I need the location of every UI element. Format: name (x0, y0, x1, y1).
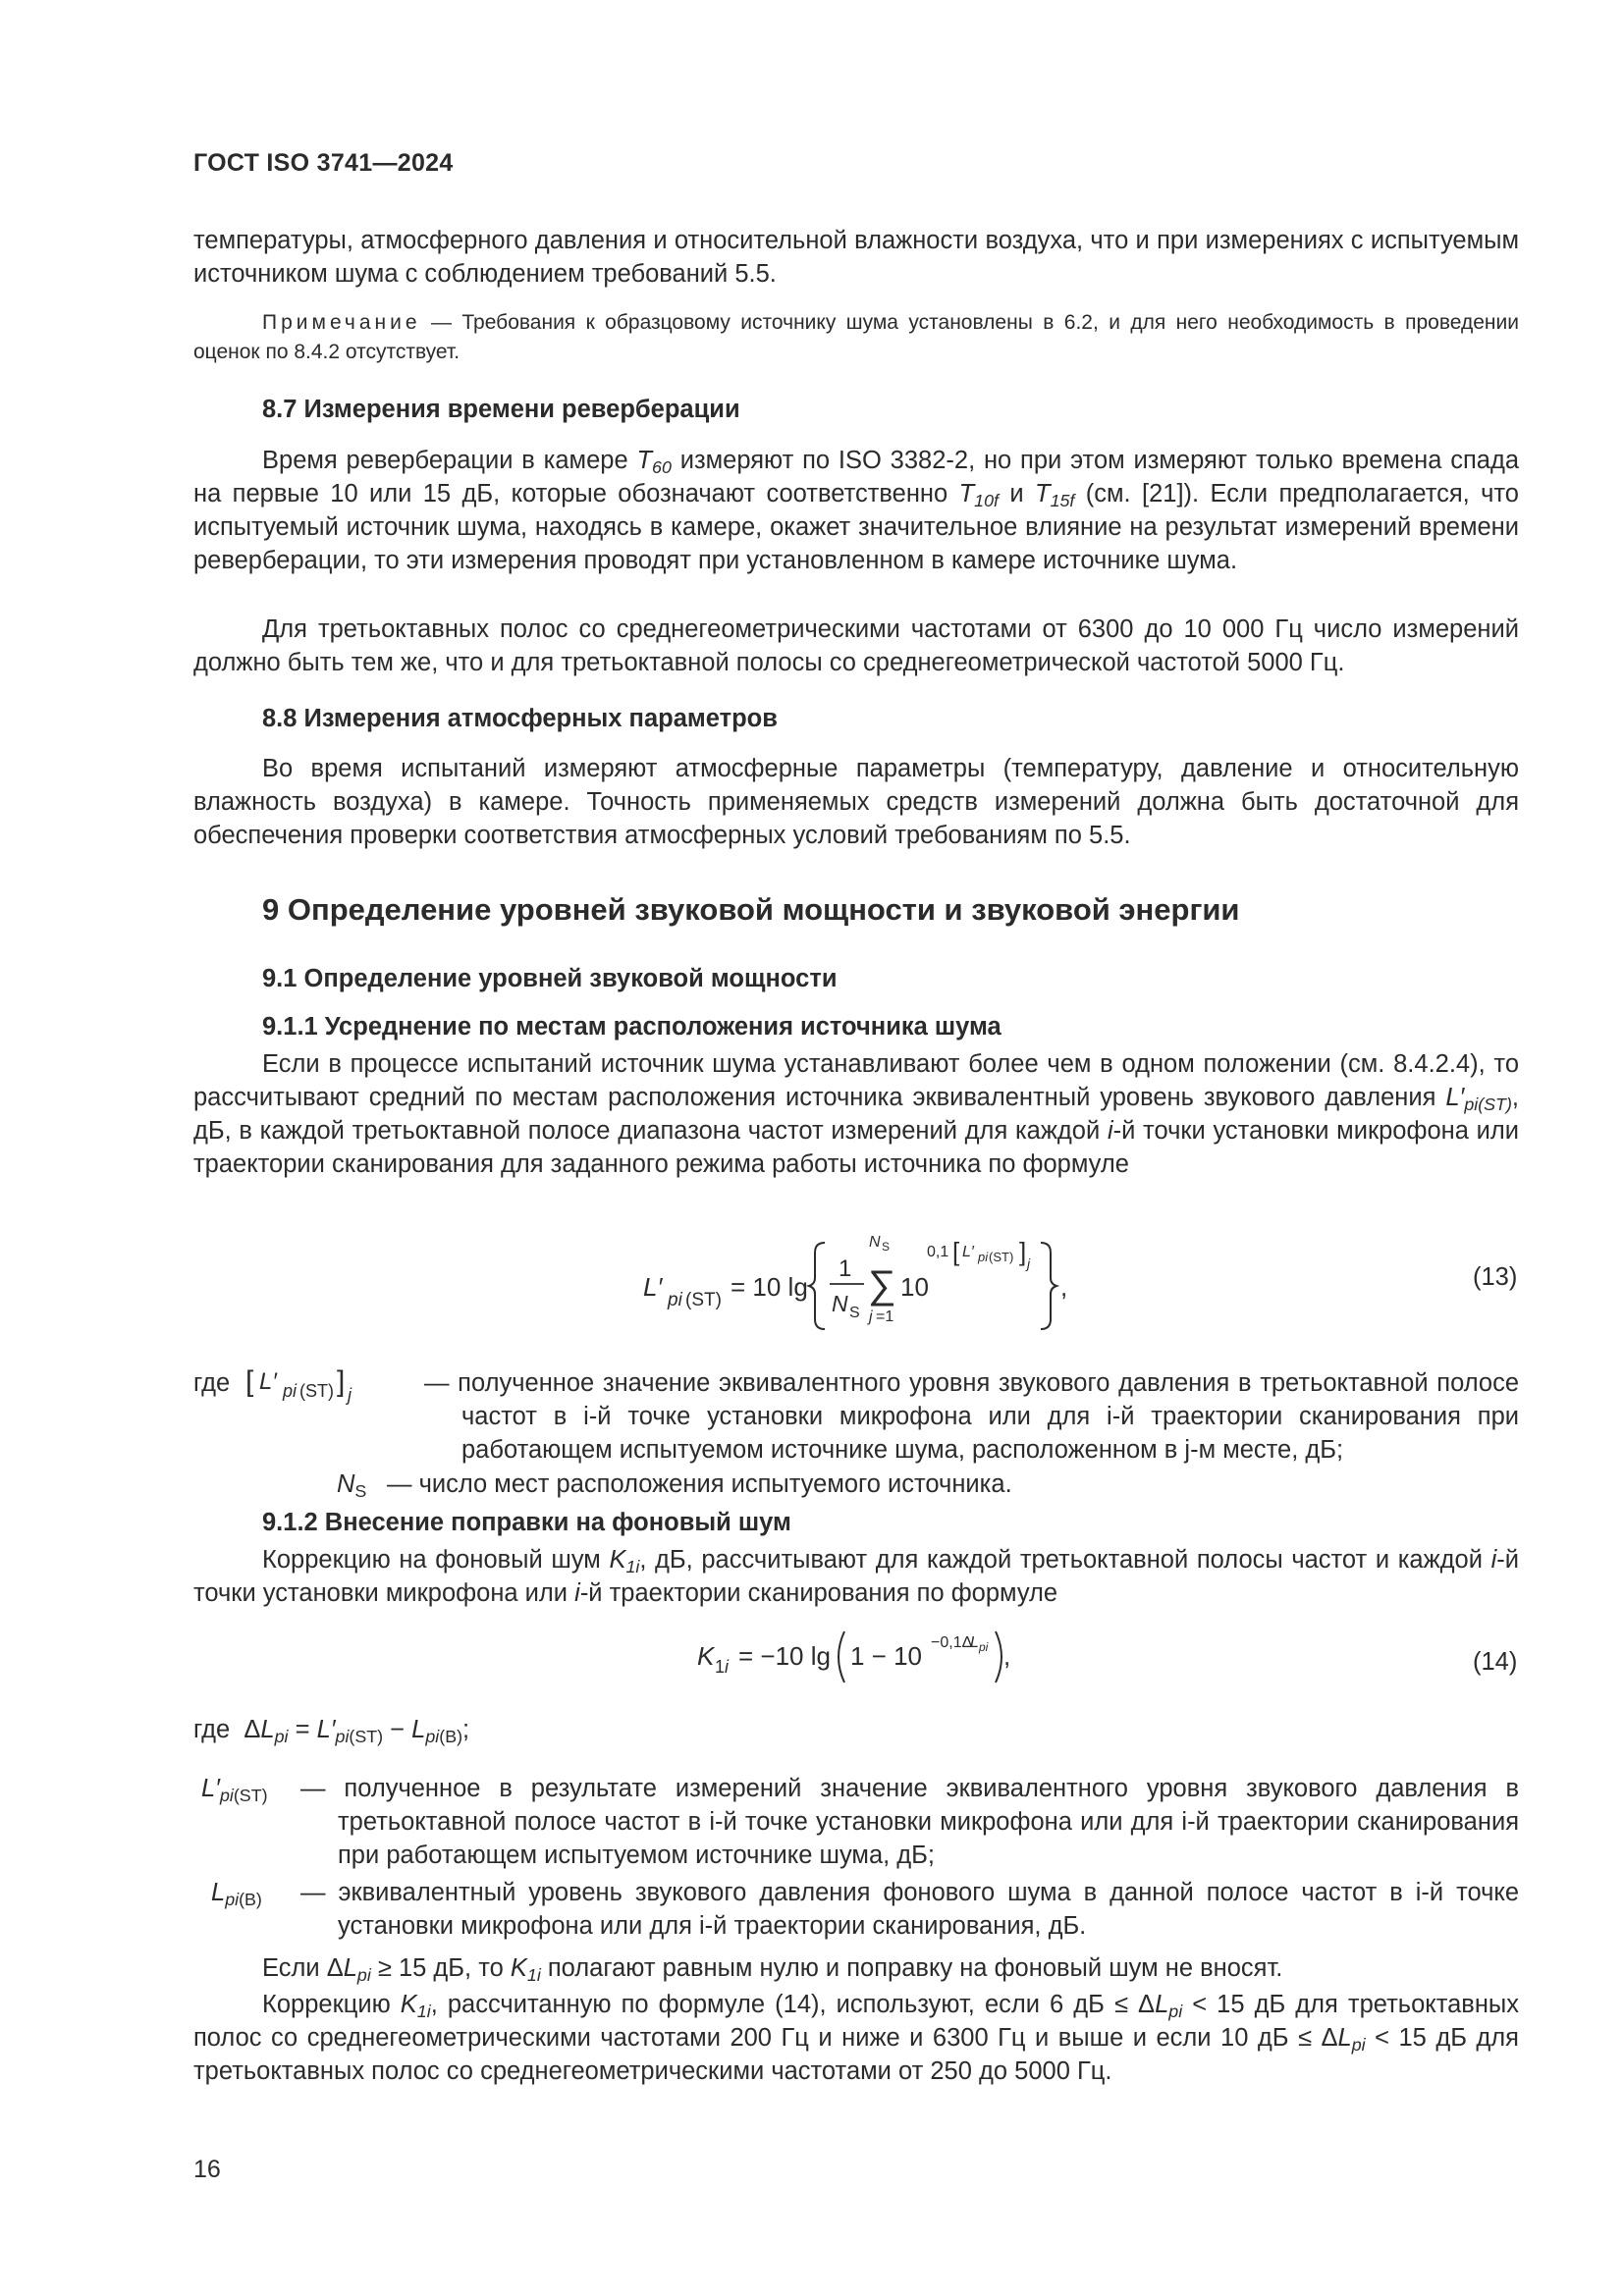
svg-text:,: , (1060, 1272, 1068, 1302)
equation-number-13: (13) (1473, 1263, 1518, 1291)
section-9-1-1-title: 9.1.1 Усреднение по местам расположения источника шума (262, 1013, 1001, 1041)
svg-text:,: , (1003, 1641, 1011, 1671)
svg-text:[: [ (245, 1365, 254, 1398)
definition-14-1: — полученное в результате измерений значение эквивалентного уровня звукового давления в третьоктавной полосе частот в i-й точке установки микрофона или для i-й траектории сканирования при работающем испытуемом источнике шума, дБ; (300, 1775, 1519, 1869)
symbol-lpi-st-j (245, 1358, 383, 1412)
equation-number-14: (14) (1473, 1648, 1518, 1676)
text-run: Коррекцию (262, 1991, 401, 2018)
formula-13 (628, 1229, 1080, 1337)
text-run: -й точки установки микрофона или траектории сканирования для заданного режима работы источника по формуле (193, 1117, 1519, 1178)
svg-text:1 − 10: 1 − 10 (850, 1641, 923, 1671)
svg-text:S: S (849, 1305, 860, 1321)
formula-14 (687, 1620, 1041, 1693)
symbol-i: i (574, 1579, 580, 1607)
svg-text:=1: =1 (876, 1308, 894, 1325)
definition-13-2: — число мест расположения испытуемого источника. (387, 1470, 1012, 1498)
section-8-8-title: 8.8 Измерения атмосферных параметров (262, 705, 778, 732)
svg-text:(ST): (ST) (685, 1290, 722, 1310)
svg-text:1: 1 (715, 1657, 726, 1677)
svg-text:K: K (697, 1641, 715, 1671)
symbol-lpi-st: $L'_{pi(ST)}$ (201, 1775, 268, 1805)
svg-text:10: 10 (900, 1272, 929, 1302)
section-8-7-paragraph-2: Для третьоктавных полос со среднегеометрическими частотами от 6300 до 10 000 Гц число измерений должно быть тем же, что и для третьоктавной полосы со среднегеометрической частотой 5000 Гц. (193, 615, 1519, 676)
symbol-k1i: $K_{1i}$ (400, 1991, 431, 2021)
where-definition-delta: где $\Delta L_{pi} = L'_{pi(ST)} - L_{pi(B)}$; (193, 1716, 470, 1746)
definition-13-1: — полученное значение эквивалентного уровня звукового давления в третьоктавной полосе частот в i-й точке установки микрофона или для i-й траектории сканирования при работающем испытуемом источнике шума, расположенном в j-м месте, дБ; (424, 1369, 1519, 1464)
svg-text:j: j (1027, 1255, 1031, 1271)
text-run: Время реверберации в камере (262, 447, 637, 474)
symbol-delta-lpi: $\Delta L_{pi}$ (1138, 1991, 1183, 2021)
note-label: Примечание (262, 311, 421, 334)
symbol-k1i: $K_{1i}$ (510, 1954, 541, 1985)
section-8-7-title: 8.7 Измерения времени реверберации (262, 396, 740, 423)
section-9-1-2-paragraph (193, 1543, 1519, 1610)
symbol-t60: $T_{60}$ (636, 447, 672, 477)
svg-text:−0,1Δ: −0,1Δ (931, 1634, 973, 1651)
note (193, 308, 1519, 367)
svg-text:]: ] (1019, 1237, 1027, 1266)
svg-text:N: N (832, 1291, 848, 1316)
svg-text:L′: L′ (643, 1272, 663, 1302)
text-run: , дБ, рассчитывают для каждой третьоктавной полосы частот и каждой (639, 1546, 1491, 1574)
svg-text:L′: L′ (962, 1244, 974, 1260)
section-9-1-1-paragraph (193, 1047, 1519, 1181)
paragraph-if (193, 1951, 1519, 1985)
svg-text:j: j (869, 1308, 873, 1325)
text-run: , дБ, в каждой третьоктавной полосе диапазона частот измерений для каждой (193, 1084, 1519, 1145)
text-run: и (998, 480, 1035, 507)
where-label: где (193, 1369, 231, 1397)
svg-text:i: i (725, 1657, 729, 1677)
section-9-1-title: 9.1 Определение уровней звуковой мощности (262, 965, 838, 992)
symbol-lpi-b: $L_{pi(B)}$ (211, 1879, 262, 1909)
text-run: ≥ 15 дБ, то (370, 1954, 511, 1982)
svg-text:pi: pi (283, 1381, 298, 1401)
svg-text:S: S (882, 1240, 891, 1254)
svg-text:pi: pi (978, 1250, 989, 1264)
symbol-k1i: $K_{1i}$ (609, 1546, 640, 1576)
symbol-delta-lpi: $\Delta L_{pi}$ (1321, 2024, 1366, 2055)
symbol-i: i (1490, 1546, 1497, 1574)
symbol-t15f: $T_{15f}$ (1034, 480, 1075, 510)
section-8-8-paragraph: Во время испытаний измеряют атмосферные параметры (температуру, давление и относительную влажность воздуха) в камере. Точность применяемых средств измерений должна быть достаточной для обеспечения проверки соответствия атмосферных условий требованиям по 5.5. (193, 755, 1519, 849)
text-run: Если в процессе испытаний источник шума устанавливают более чем в одном положении (см. 8.4.2.4), то рассчитывают средний по местам расположения источника эквивалентный уровень звукового давления (193, 1050, 1519, 1111)
definition-14-2: — эквивалентный уровень звукового давления фонового шума в данной полосе частот в i-й точке установки микрофона или для i-й траектории сканирования, дБ. (300, 1879, 1519, 1940)
svg-text:]: ] (337, 1365, 346, 1398)
svg-text:pi: pi (979, 1640, 989, 1654)
svg-text:(ST): (ST) (299, 1381, 334, 1401)
note-text: — Требования к образцовому источнику шума установлены в 6.2, и для него необходимость в проведении оценок по 8.4.2 отсутствует. (193, 311, 1519, 363)
text-run: -й точки установки микрофона или (193, 1546, 1519, 1607)
text-run: Коррекцию на фоновый шум (262, 1546, 610, 1574)
text-run: < 15 дБ для третьоктавных полос со среднегеометрическими частотами 200 Гц и ниже и 6300 Гц и выше и если 10 дБ ≤ (193, 1991, 1519, 2052)
svg-text:L: L (970, 1634, 979, 1651)
svg-text:1: 1 (839, 1255, 852, 1282)
section-9-1-2-title: 9.1.2 Внесение поправки на фоновый шум (262, 1509, 791, 1536)
paragraph-correction (193, 1988, 1519, 2088)
document-header: ГОСТ ISO 3741—2024 (193, 149, 454, 177)
section-8-7-paragraph-1 (193, 444, 1519, 577)
svg-text:= −10 lg: = −10 lg (738, 1641, 831, 1671)
svg-text:∑: ∑ (868, 1263, 896, 1307)
text-run: , рассчитанную по формуле (14), используют, если 6 дБ ≤ (430, 1991, 1139, 2018)
section-9-title: 9 Определение уровней звуковой мощности и звуковой энергии (262, 892, 1240, 927)
svg-text:j: j (348, 1385, 352, 1405)
svg-text:[: [ (952, 1237, 960, 1266)
svg-text:= 10 lg: = 10 lg (731, 1272, 808, 1302)
svg-text:(ST): (ST) (989, 1250, 1014, 1264)
svg-text:pi: pi (668, 1290, 682, 1310)
symbol-i: i (1107, 1117, 1113, 1145)
text-run: -й траектории сканирования по формуле (579, 1579, 1058, 1607)
symbol-t10f: $T_{10f}$ (958, 480, 999, 510)
text-run: (см. [21]). Если предполагается, что испытуемый источник шума, находясь в камере, окажет значительное влияние на результат измерений времени реверберации, то эти измерения проводят при установленном в камере источнике шума. (193, 480, 1519, 574)
svg-text:L′: L′ (259, 1368, 277, 1395)
page-number: 16 (193, 2156, 221, 2183)
symbol-ns: $N_S$ (337, 1470, 367, 1501)
svg-text:0,1: 0,1 (927, 1244, 949, 1260)
symbol-delta-lpi: $\Delta L_{pi}$ (326, 1954, 371, 1985)
symbol-lpi-st: $L'_{pi(ST)}$ (1445, 1084, 1512, 1114)
svg-text:N: N (869, 1234, 881, 1251)
where-label: где (193, 1716, 231, 1743)
text-run: Если (262, 1954, 327, 1982)
text-run: полагают равным нулю и поправку на фоновый шум не вносят. (540, 1954, 1283, 1982)
text-run: < 15 дБ для третьоктавных полос со среднегеометрическими частотами от 250 до 5000 Гц. (193, 2024, 1519, 2085)
text-run: измеряют по ISO 3382-2, но при этом измеряют только времена спада на первые 10 или 15 дБ, которые обозначают соответственно (193, 447, 1520, 507)
paragraph-intro: температуры, атмосферного давления и относительной влажности воздуха, что и при измерениях с испытуемым источником шума с соблюдением требований 5.5. (193, 227, 1519, 288)
